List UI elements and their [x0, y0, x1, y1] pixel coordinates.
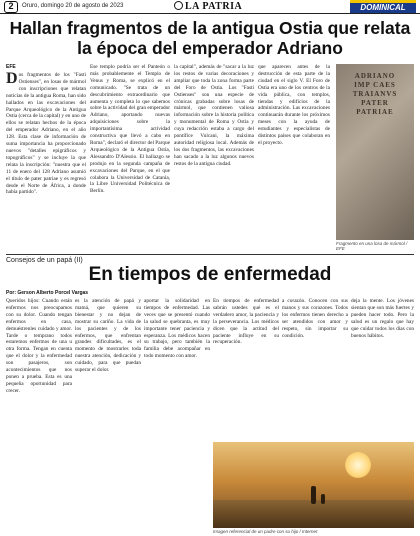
article1-byline: EFE [6, 64, 16, 70]
section-label: DOMINICAL [350, 3, 416, 13]
marble-fragment-photo [336, 64, 414, 240]
article1-col1-text: os fragmentos de los "Fasti Ostienses", en losas de mármol con inscripciones que relatan noticias de la antigua Roma, han sido hallados en las excavaciones del Parque Arqueológico de la Antigua Ostia (cerca de la capital) y en uno de ellos se relatan hechos de la época del emperador Adriano, en el año 128. Esta clase de información de suma importancia ha proporcionado nuevos "detalles epigráficos y topográficos" y se incluye la que relata la inscripción: "nuestra que el 11 de enero del 128 Adriano asumió el título de pater patriae y es regresó desde el Norte de África, a donde había partido". [6, 72, 86, 196]
inscription-line: ADRIANO [354, 72, 396, 80]
article2-column-5: a corazón. Conocen con sus manos y sus corazones. Todos los enfermos tienen derecho a ser atendidos con amor y respeto, sin importar su condición. [282, 298, 348, 339]
drop-cap: D [6, 72, 18, 87]
article2-column-4: En tiempos de enfermedad sabrán ustedes qué es el verdadero amor, la paciencia y la perseverancia. Los médicos dicen que la actitud del paciente influye en su recuperación. [213, 298, 279, 346]
field-ground [213, 500, 414, 528]
article2-kicker: Consejos de un papá (II) [6, 257, 83, 264]
newspaper-logo [174, 1, 242, 13]
inscription-line: TRAIANVS [352, 90, 398, 98]
article1-body [6, 64, 414, 252]
section-divider [6, 254, 414, 255]
dateline: Oruro, domingo 20 de agosto de 2023 [22, 3, 124, 9]
father-silhouette [311, 486, 316, 504]
sunset-glow [345, 452, 371, 478]
article1-column-1 [6, 72, 86, 248]
father-son-photo [213, 442, 414, 528]
article2-column-3: aportar la solidaridad en tiempos de enfermedad. Las veces que se presentó cuando la salud se quebranta, es muy importante tener paciencia y esperanza. Los médicos hacen su trabajo, pero también la familia debe acompañar en todo momento con amor. [144, 298, 210, 360]
article2-column-6: deja la mente. Los jóvenes sientan que son más fuertes y pueden hacer todo. Pero la salud es un regalo que hay que cuidar todos los días con buenos hábitos. [351, 298, 414, 339]
inscription-line: PATER [361, 99, 389, 107]
page-header [0, 0, 420, 14]
article2-column-2: es la atención de papá y mamá, que quieren su bienestar y no dejan de mostrar su cariño. La vida de los pacientes y de los enfermos, que enfrentan grandes dificultades, es el momento de mostrarles toda nuestra atención, dedicación y cuidado, para que puedan superar el dolor. [75, 298, 141, 374]
inscription-line: IMP CAES [354, 81, 396, 89]
article2-photo-caption: Imagen referencial de un padre con su hijo / Internet [213, 529, 318, 534]
article1-headline: Hallan fragmentos de la antigua Ostia que relata la época del emperador Adriano [9, 18, 411, 58]
article1-column-4: que aparecen antes de la destrucción de esta parte de la ciudad en el siglo V. El Foro de Ostia era uno de los centros de la vida pública, con templos, tiendas y edificios de la administración. Las excavaciones continuarán durante los próximos meses con la ayuda de estudiantes y especialistas de distintos países que colaboran en el proyecto. [258, 64, 330, 146]
article1-photo-caption: Fragmento en una losa de mármol / EFE [336, 241, 408, 251]
logo-emblem-icon [174, 1, 183, 10]
page-number: 2 [4, 1, 18, 13]
article1-column-2: Ese templo podría ser el Panteón o más probablemente el Templo de Venus y Roma, se explicó en el comunicado. "Se trata de un descubrimiento extraordinario que aumenta y completa lo que sabemos sobre la actividad del gran emperador Adriano, aportando nuevas adquisiciones sobre la importantísima actividad constructiva que llevó a cabo en Roma", declaró el director del Parque Arqueológico de la Antigua Ostia, Alessandro D'Alessio. El hallazgo se produjo en la segunda campaña de excavaciones del Parque, en el que colabora la Universidad de Catania, la Libre Universidad Politécnica de Berlín. [90, 64, 170, 195]
article2-column-1: Queridos hijos: Cuando están enfermos nos preocupamos con su dolor. Cuando tengan enfermos en casa, demuéstrenles cuidado y amor. Tarde o temprano todos estaremos enfermos de una u otra forma. Tengan en cuenta que el dolor y la enfermedad son pasajeros, son acontecimientos que nos ponen a prueba. Esta es una pequeña oportunidad para crecer. [6, 298, 72, 394]
inscription-line: PATRIAE [356, 108, 394, 116]
child-silhouette [321, 494, 325, 504]
article2-byline: Por: Gerson Alberto Porcel Vargas [6, 290, 89, 296]
article2-headline: En tiempos de enfermedad [88, 264, 332, 285]
article1-column-3: la capital", además de "sacar a la luz los restos de varias decoraciones y ampliar que toda la zona forma parte del Foro de Ostia. Los "Fasti Ostienses" son una especie de crónicas grabadas sobre losas de mármol, que contienen valiosa información sobre la historia política y monumental de Roma y Ostia y cuya redacción estaba a cargo del pontífice Vulcani, la máxima autoridad religiosa local. Además de los dos fragmentos, las excavaciones han sacado a la luz algunos nuevos restos de la antigua ciudad. [174, 64, 254, 167]
logo-text: LA PATRIA [185, 1, 243, 12]
stone-inscription [340, 72, 410, 117]
article2-body [6, 290, 414, 534]
